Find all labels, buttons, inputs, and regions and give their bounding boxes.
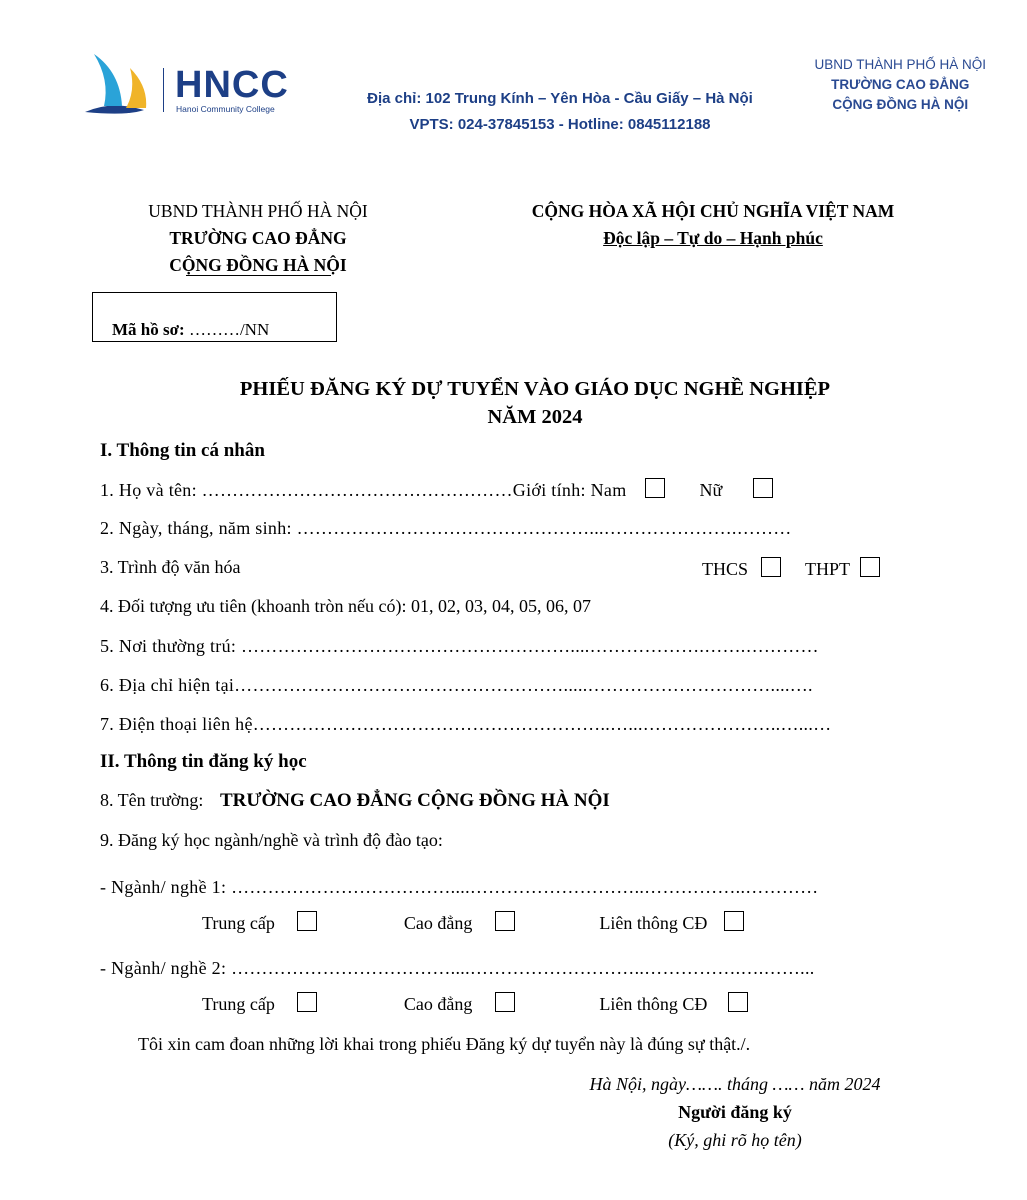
republic-motto: Độc lập – Tự do – Hạnh phúc	[603, 228, 823, 248]
gender-female-label: Nữ	[699, 480, 723, 500]
major1-cd-label: Cao đẳng	[403, 913, 473, 933]
major1-tc-checkbox[interactable]	[297, 911, 317, 931]
logo-wordmark: HNCC	[175, 64, 289, 106]
field-school	[100, 790, 610, 812]
thpt-label: THPT	[805, 559, 850, 579]
field-school-value: TRƯỜNG CAO ĐẲNG CỘNG ĐỒNG HÀ NỘI	[219, 790, 610, 811]
header-phones: VPTS: 024-37845153 - Hotline: 0845112188	[409, 116, 711, 133]
commitment-text: Tôi xin cam đoan những lời khai trong phiếu Đăng ký dự tuyển này là đúng sự thật./.	[138, 1034, 751, 1054]
major2-tc-label: Trung cấp	[202, 994, 275, 1014]
authority-block	[108, 198, 408, 279]
header-corner	[814, 55, 986, 115]
gender-male-checkbox[interactable]	[645, 478, 665, 498]
authority-line3: CỘNG ĐỒNG HÀ NỘI	[169, 255, 347, 275]
section2-heading: II. Thông tin đăng ký học	[100, 751, 307, 772]
authority-line2: TRƯỜNG CAO ĐẲNG	[169, 228, 347, 248]
major1-lt-checkbox[interactable]	[724, 911, 744, 931]
major2-options	[202, 992, 748, 1015]
file-code-value: ………/NN	[184, 320, 270, 339]
major2-tc-checkbox[interactable]	[297, 992, 317, 1012]
field-birthdate: 2. Ngày, tháng, năm sinh: …………………………………………...………………….………	[100, 518, 792, 538]
thcs-checkbox[interactable]	[761, 557, 781, 577]
republic-line1: CỘNG HÒA XÃ HỘI CHỦ NGHĨA VIỆT NAM	[531, 201, 895, 221]
field-full-name	[100, 478, 773, 501]
file-code	[112, 320, 269, 340]
field-education-level-label: 3. Trình độ văn hóa	[100, 557, 241, 577]
header-address: Địa chỉ: 102 Trung Kính – Yên Hòa - Cầu Giấy – Hà Nội	[367, 90, 753, 107]
field-priority: 4. Đối tượng ưu tiên (khoanh tròn nếu có): 01, 02, 03, 04, 05, 06, 07	[100, 596, 591, 616]
signature-date: Hà Nội, ngày……. tháng …… năm 2024	[589, 1074, 881, 1094]
major2-cd-label: Cao đẳng	[403, 994, 473, 1014]
thpt-checkbox[interactable]	[860, 557, 880, 577]
major2-cd-checkbox[interactable]	[495, 992, 515, 1012]
major2-lt-label: Liên thông CĐ	[599, 994, 708, 1014]
field-major1: - Ngành/ nghề 1: ………………………………....………………………..……………..…………	[100, 877, 819, 897]
field-permanent-address: 5. Nơi thường trú: ………………………………………………....……………….…….…………	[100, 636, 819, 656]
logo-subtitle: Hanoi Community College	[176, 104, 275, 114]
major2-lt-checkbox[interactable]	[728, 992, 748, 1012]
field-education-level-options	[702, 557, 880, 580]
corner-line1: UBND THÀNH PHỐ HÀ NỘI	[814, 57, 986, 72]
file-code-label: Mã hồ sơ:	[112, 320, 185, 339]
field-major2: - Ngành/ nghề 2: ………………………………....………………………..…………….….……...	[100, 958, 815, 978]
field-major-heading: 9. Đăng ký học ngành/nghề và trình độ đào tạo:	[100, 830, 443, 850]
field-school-label: 8. Tên trường:	[100, 790, 204, 810]
field-phone: 7. Điện thoại liên hệ…………………………………………………..…...…………………..…...…	[100, 714, 832, 734]
signature-title: Người đăng ký	[678, 1102, 792, 1122]
signature-note: (Ký, ghi rõ họ tên)	[668, 1130, 802, 1150]
form-title-line2: NĂM 2024	[487, 406, 583, 428]
thcs-label: THCS	[702, 559, 749, 579]
authority-underline	[186, 275, 331, 276]
section1-heading: I. Thông tin cá nhân	[100, 440, 265, 461]
gender-female-checkbox[interactable]	[753, 478, 773, 498]
form-title-line1: PHIẾU ĐĂNG KÝ DỰ TUYỂN VÀO GIÁO DỤC NGHỀ NGHIỆP	[239, 378, 831, 400]
major1-options	[202, 911, 744, 934]
corner-line3: CỘNG ĐỒNG HÀ NỘI	[832, 97, 969, 112]
authority-line1: UBND THÀNH PHỐ HÀ NỘI	[148, 201, 368, 221]
signature-block	[520, 1070, 950, 1154]
republic-block	[478, 198, 948, 252]
field-current-address: 6. Địa chỉ hiện tại……………………………………………….....…………………………....….	[100, 675, 813, 695]
major1-lt-label: Liên thông CĐ	[599, 913, 708, 933]
corner-line2: TRƯỜNG CAO ĐẲNG	[831, 77, 970, 92]
form-title	[0, 375, 1027, 431]
major1-tc-label: Trung cấp	[202, 913, 275, 933]
field-full-name-label: 1. Họ và tên: ……………………………………………Giới tính: Nam	[100, 480, 627, 500]
major1-cd-checkbox[interactable]	[495, 911, 515, 931]
